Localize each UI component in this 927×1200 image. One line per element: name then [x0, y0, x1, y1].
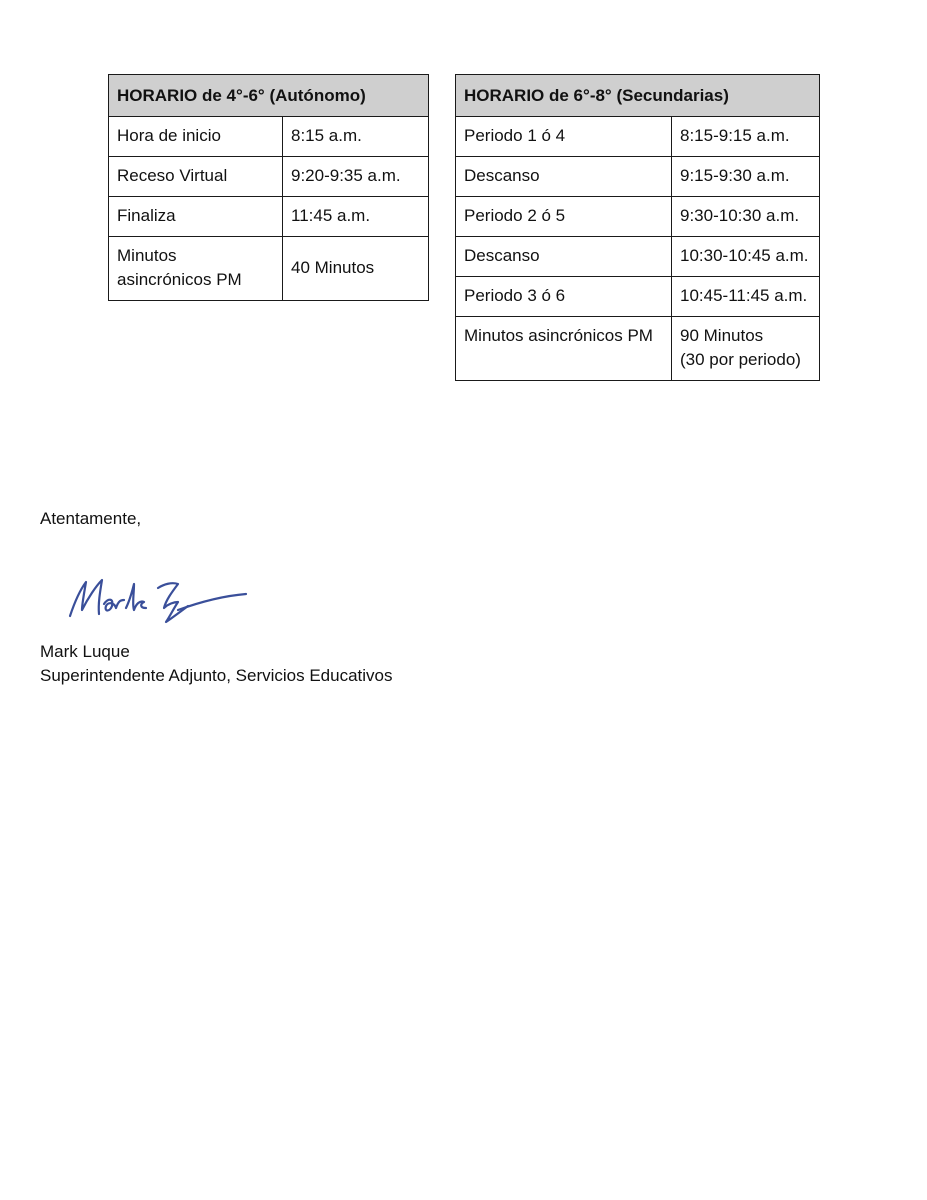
table-row [109, 197, 429, 237]
table-row [109, 117, 429, 157]
table-row [456, 197, 820, 237]
row-value: 9:20-9:35 a.m. [283, 157, 429, 197]
table-row [456, 277, 820, 317]
table-row [456, 317, 820, 381]
row-value: 40 Minutos [283, 237, 429, 301]
row-value: 9:15-9:30 a.m. [672, 157, 820, 197]
table-header: HORARIO de 6°-8° (Secundarias) [456, 75, 820, 117]
row-label: Hora de inicio [109, 117, 283, 157]
row-value-line-2: (30 por periodo) [680, 350, 801, 369]
schedule-table-4-6 [108, 74, 429, 301]
signer-name: Mark Luque [40, 642, 130, 661]
closing-salutation: Atentamente, [40, 509, 142, 528]
row-label: Minutos asincrónicos PM [109, 237, 283, 301]
row-label: Periodo 1 ó 4 [456, 117, 672, 157]
row-label: Periodo 2 ó 5 [456, 197, 672, 237]
table-row [109, 157, 429, 197]
row-value: 9:30-10:30 a.m. [672, 197, 820, 237]
row-label: Finaliza [109, 197, 283, 237]
row-label: Receso Virtual [109, 157, 283, 197]
handwritten-signature [60, 570, 260, 632]
table-header: HORARIO de 4°-6° (Autónomo) [109, 75, 429, 117]
row-label: Minutos asincrónicos PM [456, 317, 672, 381]
signer-title: Superintendente Adjunto, Servicios Educativos [40, 666, 393, 685]
row-value [672, 317, 820, 381]
row-label: Descanso [456, 157, 672, 197]
table-row [456, 117, 820, 157]
table-row [456, 237, 820, 277]
table-header-row [109, 75, 429, 117]
signer-block [40, 640, 393, 688]
table-row [109, 237, 429, 301]
schedule-table-6-8 [455, 74, 820, 381]
row-value-line-1: 90 Minutos [680, 326, 764, 345]
row-value: 10:45-11:45 a.m. [672, 277, 820, 317]
row-value: 8:15-9:15 a.m. [672, 117, 820, 157]
table-header-row [456, 75, 820, 117]
table-row [456, 157, 820, 197]
row-value: 8:15 a.m. [283, 117, 429, 157]
row-label: Periodo 3 ó 6 [456, 277, 672, 317]
row-value: 10:30-10:45 a.m. [672, 237, 820, 277]
row-value: 11:45 a.m. [283, 197, 429, 237]
row-label: Descanso [456, 237, 672, 277]
